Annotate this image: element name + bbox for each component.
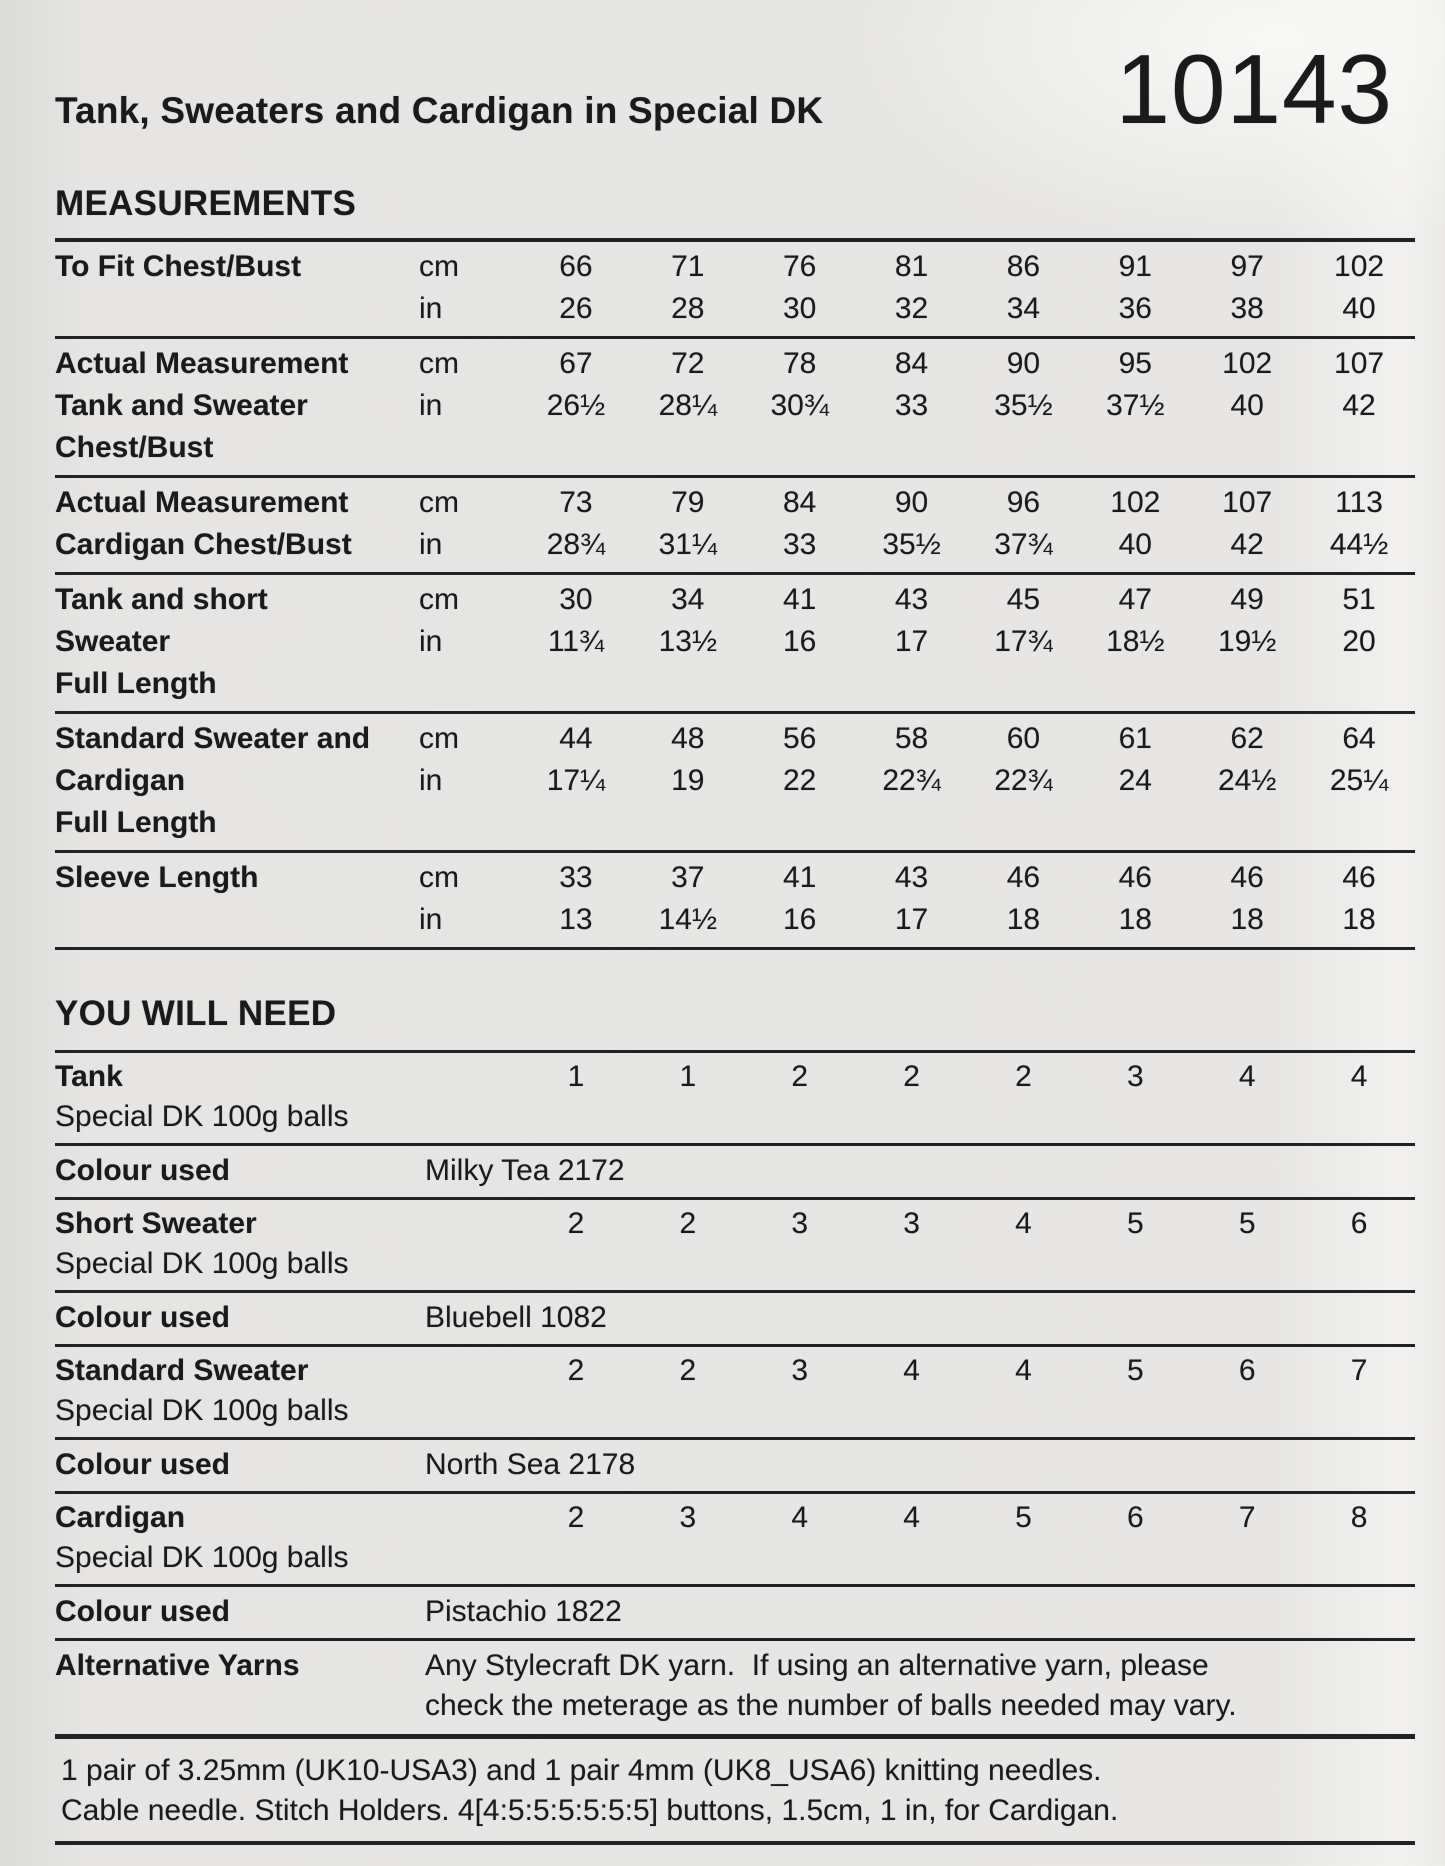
size-value: 13½ [658, 625, 717, 658]
measurement-values [415, 482, 1415, 566]
size-value: 64 [1342, 722, 1376, 755]
ball-count: 5 [1238, 1207, 1256, 1240]
size-value: 14½ [658, 903, 717, 936]
size-value: 30 [559, 583, 593, 616]
measurement-label-line: Tank and short [55, 583, 268, 616]
measurement-label-line: Full Length [55, 667, 217, 700]
ball-count: 6 [1238, 1354, 1256, 1387]
unit-spacer [415, 1204, 520, 1284]
cm-values-line [415, 482, 1415, 524]
size-value: 43 [894, 583, 929, 616]
size-value: 18 [1118, 903, 1152, 936]
size-value: 48 [671, 722, 705, 755]
ball-counts-line [415, 1204, 1415, 1284]
measurements-table [55, 238, 1415, 950]
ball-count: 4 [1350, 1060, 1368, 1093]
colour-used-label: Colour used [55, 1301, 231, 1334]
measurement-label [55, 579, 415, 705]
size-value: 46 [1006, 861, 1041, 894]
yarn-label [55, 1204, 415, 1284]
unit-cm: cm [419, 347, 459, 380]
size-value: 33 [894, 389, 929, 422]
size-value: 47 [1118, 583, 1152, 616]
measurement-label-line: Cardigan Chest/Bust [55, 528, 352, 561]
ball-count: 3 [1126, 1060, 1144, 1093]
size-value: 37 [671, 861, 705, 894]
needles-note-line: 1 pair of 3.25mm (UK10-USA3) and 1 pair 4mm (UK8_USA6) knitting needles. [61, 1754, 1102, 1787]
size-value: 37½ [1106, 389, 1165, 422]
size-value: 76 [783, 250, 817, 283]
colour-used-label: Colour used [55, 1448, 231, 1481]
size-value: 34 [1006, 292, 1041, 325]
size-value: 35½ [882, 528, 941, 561]
size-value: 51 [1342, 583, 1376, 616]
size-value: 38 [1230, 292, 1264, 325]
size-value: 30 [783, 292, 817, 325]
measurement-label-line: Actual Measurement [55, 347, 349, 380]
garment-name: Tank [55, 1060, 123, 1093]
unit-in: in [419, 903, 443, 936]
alternative-yarns-row [55, 1641, 1415, 1732]
unit-in: in [419, 764, 443, 797]
ball-count: 4 [791, 1501, 809, 1534]
size-value: 18½ [1106, 625, 1165, 658]
size-value: 71 [671, 250, 705, 283]
size-value: 56 [783, 722, 817, 755]
size-value: 20 [1342, 625, 1376, 658]
size-value: 67 [559, 347, 593, 380]
size-value: 84 [894, 347, 929, 380]
unit-in: in [419, 625, 443, 658]
unit-spacer [415, 1498, 520, 1578]
ball-count: 2 [791, 1060, 809, 1093]
pattern-title: Tank, Sweaters and Cardigan in Special DK [55, 90, 824, 131]
ball-count: 3 [903, 1207, 920, 1240]
size-value: 107 [1222, 486, 1273, 519]
size-value: 30¾ [770, 389, 829, 422]
size-value: 49 [1230, 583, 1264, 616]
size-value: 16 [783, 625, 817, 658]
alternative-yarns-text [415, 1646, 1415, 1726]
measurement-values [415, 857, 1415, 941]
size-value: 102 [1110, 486, 1161, 519]
yarn-type: Special DK 100g balls [55, 1100, 349, 1133]
ball-count: 3 [791, 1354, 809, 1387]
size-value: 90 [894, 486, 929, 519]
size-value: 107 [1334, 347, 1385, 380]
size-value: 11¾ [547, 625, 605, 658]
size-value: 28¾ [546, 528, 606, 561]
garment-name: Cardigan [55, 1501, 186, 1534]
ball-count: 2 [903, 1060, 920, 1093]
ball-count: 4 [903, 1501, 920, 1534]
colour-used-label: Colour used [55, 1154, 231, 1187]
ball-count: 7 [1238, 1501, 1256, 1534]
size-value: 86 [1006, 250, 1041, 283]
cm-values-line [415, 343, 1415, 385]
colour-used-row-cardigan [55, 1587, 1415, 1641]
measurement-row-to-fit-chest-bust [55, 242, 1415, 339]
ball-count: 2 [567, 1207, 585, 1240]
ball-count: 2 [567, 1501, 585, 1534]
colour-used-row-standard-sweater [55, 1440, 1415, 1494]
in-values-line [415, 760, 1415, 802]
size-value: 13 [559, 903, 593, 936]
measurement-values [415, 246, 1415, 330]
measurement-label-line: Cardigan [55, 764, 186, 797]
unit-cm: cm [419, 861, 459, 894]
in-values-line [415, 621, 1415, 663]
size-value: 31¼ [658, 528, 717, 561]
size-value: 17¼ [546, 764, 606, 797]
size-value: 18 [1230, 903, 1264, 936]
size-value: 32 [894, 292, 929, 325]
ball-count: 3 [791, 1207, 809, 1240]
colour-used-row-short-sweater [55, 1293, 1415, 1347]
ball-count: 2 [679, 1207, 697, 1240]
size-value: 42 [1342, 389, 1376, 422]
pattern-page [0, 34, 1445, 1845]
yarn-label [55, 1498, 415, 1578]
size-value: 102 [1222, 347, 1273, 380]
ball-count: 8 [1350, 1501, 1368, 1534]
cm-values-line [415, 246, 1415, 288]
unit-cm: cm [419, 583, 459, 616]
yarn-row-standard-sweater [55, 1347, 1415, 1440]
measurement-label-line: Chest/Bust [55, 431, 214, 464]
size-value: 78 [783, 347, 817, 380]
ball-count: 4 [903, 1354, 920, 1387]
size-value: 16 [783, 903, 817, 936]
size-value: 62 [1230, 722, 1264, 755]
in-values-line [415, 899, 1415, 941]
yarn-type: Special DK 100g balls [55, 1394, 349, 1427]
cm-values-line [415, 857, 1415, 899]
unit-cm: cm [419, 486, 459, 519]
yarn-type: Special DK 100g balls [55, 1247, 349, 1280]
size-value: 84 [783, 486, 817, 519]
ball-count: 5 [1126, 1354, 1144, 1387]
measurement-label-line: Tank and Sweater [55, 389, 308, 422]
garment-name: Short Sweater [55, 1207, 257, 1240]
ball-counts-line [415, 1498, 1415, 1578]
unit-spacer [415, 1351, 520, 1431]
needles-buttons-note [55, 1734, 1415, 1845]
size-value: 45 [1006, 583, 1041, 616]
size-value: 22¾ [994, 764, 1053, 797]
colour-used-row-tank [55, 1146, 1415, 1200]
yarn-row-short-sweater [55, 1200, 1415, 1293]
size-value: 113 [1335, 486, 1383, 519]
measurement-label-line: Sweater [55, 625, 171, 658]
yarn-row-cardigan [55, 1494, 1415, 1587]
measurement-label-line: To Fit Chest/Bust [55, 250, 302, 283]
measurement-values [415, 343, 1415, 469]
size-value: 66 [559, 250, 593, 283]
pattern-number: 10143 [1115, 34, 1393, 144]
in-values-line [415, 385, 1415, 427]
size-value: 41 [783, 861, 817, 894]
cm-values-line [415, 718, 1415, 760]
buttons-note-line: Cable needle. Stitch Holders. 4[4:5:5:5:5:5:5] buttons, 1.5cm, 1 in, for Cardigan. [61, 1794, 1119, 1827]
size-value: 19 [671, 764, 705, 797]
size-value: 25¼ [1329, 764, 1389, 797]
ball-count: 2 [1015, 1060, 1032, 1093]
size-value: 46 [1342, 861, 1376, 894]
ball-count: 5 [1015, 1501, 1032, 1534]
measurement-row-tank-short-sweater-length [55, 575, 1415, 714]
size-value: 36 [1118, 292, 1152, 325]
size-value: 26½ [546, 389, 606, 422]
measurement-label [55, 857, 415, 941]
colour-name: Milky Tea 2172 [425, 1154, 625, 1187]
size-value: 22 [783, 764, 817, 797]
size-value: 90 [1006, 347, 1041, 380]
ball-count: 2 [679, 1354, 697, 1387]
unit-in: in [419, 528, 443, 561]
size-value: 46 [1118, 861, 1152, 894]
size-value: 102 [1334, 250, 1385, 283]
ball-count: 1 [679, 1060, 697, 1093]
colour-name: Bluebell 1082 [425, 1301, 607, 1334]
yarn-label [55, 1351, 415, 1431]
size-value: 43 [894, 861, 929, 894]
unit-cm: cm [419, 250, 459, 283]
colour-name: Pistachio 1822 [425, 1595, 622, 1628]
yarn-row-tank [55, 1053, 1415, 1146]
size-value: 58 [894, 722, 929, 755]
ball-counts-line [415, 1057, 1415, 1137]
alternative-yarns-label: Alternative Yarns [55, 1649, 300, 1682]
size-value: 35½ [994, 389, 1053, 422]
measurement-label [55, 482, 415, 566]
in-values-line [415, 524, 1415, 566]
colour-name: North Sea 2178 [425, 1448, 636, 1481]
size-value: 34 [671, 583, 705, 616]
measurement-label-line: Full Length [55, 806, 217, 839]
ball-counts-line [415, 1351, 1415, 1431]
you-will-need-heading: YOU WILL NEED [55, 994, 337, 1033]
size-value: 42 [1230, 528, 1264, 561]
size-value: 96 [1006, 486, 1041, 519]
ball-count: 2 [567, 1354, 585, 1387]
measurement-label [55, 718, 415, 844]
unit-cm: cm [419, 722, 459, 755]
ball-count: 1 [567, 1060, 585, 1093]
measurement-label-line: Actual Measurement [55, 486, 349, 519]
size-value: 18 [1006, 903, 1041, 936]
size-value: 40 [1118, 528, 1152, 561]
size-value: 46 [1230, 861, 1264, 894]
size-value: 60 [1006, 722, 1041, 755]
ball-count: 7 [1350, 1354, 1368, 1387]
ball-count: 4 [1015, 1207, 1032, 1240]
ball-count: 4 [1238, 1060, 1256, 1093]
measurement-values [415, 718, 1415, 844]
measurement-values [415, 579, 1415, 705]
size-value: 61 [1118, 722, 1152, 755]
size-value: 17 [894, 903, 929, 936]
unit-spacer [415, 1057, 520, 1137]
in-values-line [415, 288, 1415, 330]
unit-in: in [419, 389, 443, 422]
measurement-label-line: Sleeve Length [55, 861, 259, 894]
size-value: 81 [894, 250, 929, 283]
unit-in: in [419, 292, 443, 325]
measurement-label-line: Standard Sweater and [55, 722, 371, 755]
size-value: 28 [671, 292, 705, 325]
size-value: 41 [783, 583, 817, 616]
yarn-label [55, 1057, 415, 1137]
size-value: 95 [1118, 347, 1152, 380]
ball-count: 4 [1015, 1354, 1032, 1387]
size-value: 28¼ [658, 389, 717, 422]
alternative-yarns-text-line: check the meterage as the number of balls needed may vary. [425, 1689, 1237, 1722]
ball-count: 3 [679, 1501, 697, 1534]
measurement-row-tank-sweater-chest [55, 339, 1415, 478]
size-value: 26 [559, 292, 593, 325]
size-value: 91 [1118, 250, 1152, 283]
page-header [55, 34, 1415, 144]
size-value: 40 [1230, 389, 1264, 422]
alternative-yarns-text-line: Any Stylecraft DK yarn. If using an alternative yarn, please [425, 1649, 1209, 1682]
garment-name: Standard Sweater [55, 1354, 309, 1387]
measurement-label [55, 246, 415, 330]
size-value: 44½ [1329, 528, 1389, 561]
colour-used-label: Colour used [55, 1595, 231, 1628]
ball-count: 5 [1126, 1207, 1144, 1240]
cm-values-line [415, 579, 1415, 621]
size-value: 37¾ [994, 528, 1053, 561]
size-value: 79 [671, 486, 705, 519]
measurement-row-cardigan-chest [55, 478, 1415, 575]
size-value: 24½ [1217, 764, 1277, 797]
measurements-heading: MEASUREMENTS [55, 184, 357, 223]
measurement-row-sleeve-length [55, 853, 1415, 950]
yarn-type: Special DK 100g balls [55, 1541, 349, 1574]
size-value: 40 [1342, 292, 1376, 325]
ball-count: 6 [1350, 1207, 1368, 1240]
size-value: 18 [1342, 903, 1376, 936]
measurement-row-standard-sweater-cardigan-length [55, 714, 1415, 853]
size-value: 33 [559, 861, 593, 894]
size-value: 24 [1118, 764, 1152, 797]
size-value: 73 [559, 486, 593, 519]
size-value: 17¾ [994, 625, 1053, 658]
ball-count: 6 [1126, 1501, 1144, 1534]
size-value: 97 [1230, 250, 1264, 283]
size-value: 22¾ [882, 764, 941, 797]
you-will-need-table [55, 1050, 1415, 1732]
size-value: 19½ [1217, 625, 1277, 658]
size-value: 44 [559, 722, 593, 755]
size-value: 17 [894, 625, 929, 658]
size-value: 72 [671, 347, 705, 380]
measurement-label [55, 343, 415, 469]
size-value: 33 [783, 528, 817, 561]
